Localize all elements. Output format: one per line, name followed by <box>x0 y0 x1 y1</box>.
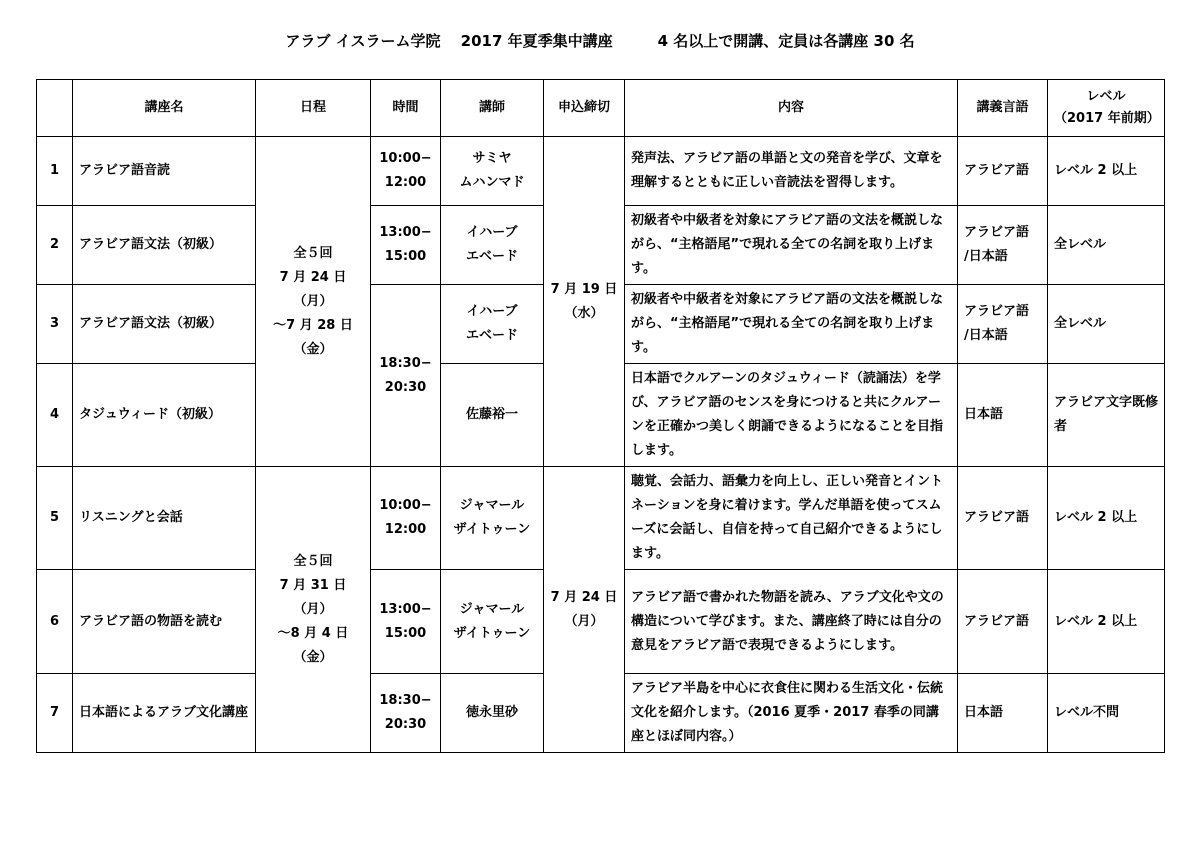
course-content: 初級者や中級者を対象にアラビア語の文法を概説しながら、“主格語尾”で現れる全ての名詞を取り上げます。 <box>625 206 958 285</box>
row-number: 4 <box>37 364 73 467</box>
course-name: リスニングと会話 <box>73 467 256 570</box>
row-number: 2 <box>37 206 73 285</box>
course-level: レベル 2 以上 <box>1048 137 1165 206</box>
table-row <box>37 137 1165 206</box>
header-course-name: 講座名 <box>73 80 256 137</box>
course-content: アラビア半島を中心に衣食住に関わる生活文化・伝統文化を紹介します。（2016 夏季・2017 春季の同講座とほぼ同内容。） <box>625 674 958 753</box>
course-level: レベル不問 <box>1048 674 1165 753</box>
row-number: 5 <box>37 467 73 570</box>
course-schedule-table <box>36 79 1165 753</box>
header-language: 講義言語 <box>958 80 1048 137</box>
course-name: アラビア語音読 <box>73 137 256 206</box>
header-schedule: 日程 <box>256 80 371 137</box>
course-content: アラビア語で書かれた物語を読み、アラブ文化や文の構造について学びます。また、講座終了時には自分の意見をアラビア語で表現できるようにします。 <box>625 570 958 674</box>
course-time: 18:30− 20:30 <box>371 285 441 467</box>
lecturer: イハーブ エベード <box>441 285 544 364</box>
lecture-language: アラビア語 /日本語 <box>958 206 1048 285</box>
header-deadline: 申込締切 <box>544 80 625 137</box>
lecturer: イハーブ エベード <box>441 206 544 285</box>
lecturer: 徳永里砂 <box>441 674 544 753</box>
course-time: 18:30− 20:30 <box>371 674 441 753</box>
course-name: 日本語によるアラブ文化講座 <box>73 674 256 753</box>
header-level: レベル （2017 年前期） <box>1048 80 1165 137</box>
course-time: 13:00− 15:00 <box>371 570 441 674</box>
course-time: 13:00− 15:00 <box>371 206 441 285</box>
schedule-dates: 全５回 7 月 31 日（月） ～8 月 4 日（金） <box>256 467 371 753</box>
lecturer: サミヤ ムハンマド <box>441 137 544 206</box>
course-name: アラビア語の物語を読む <box>73 570 256 674</box>
lecturer: ジャマール ザイトゥーン <box>441 570 544 674</box>
course-name: アラビア語文法（初級） <box>73 206 256 285</box>
course-time: 10:00− 12:00 <box>371 467 441 570</box>
course-level: アラビア文字既修者 <box>1048 364 1165 467</box>
lecture-language: アラビア語 <box>958 137 1048 206</box>
table-header-row <box>37 80 1165 137</box>
course-time: 10:00− 12:00 <box>371 137 441 206</box>
schedule-dates: 全５回 7 月 24 日（月） ～7 月 28 日 （金） <box>256 137 371 467</box>
header-number <box>37 80 73 137</box>
course-level: 全レベル <box>1048 206 1165 285</box>
course-level: 全レベル <box>1048 285 1165 364</box>
application-deadline: 7 月 24 日 （月） <box>544 467 625 753</box>
course-level: レベル 2 以上 <box>1048 467 1165 570</box>
application-deadline: 7 月 19 日 （水） <box>544 137 625 467</box>
header-time: 時間 <box>371 80 441 137</box>
lecture-language: アラビア語 <box>958 570 1048 674</box>
row-number: 7 <box>37 674 73 753</box>
course-name: タジュウィード（初級） <box>73 364 256 467</box>
table-row <box>37 467 1165 570</box>
row-number: 1 <box>37 137 73 206</box>
lecture-language: アラビア語 /日本語 <box>958 285 1048 364</box>
course-level: レベル 2 以上 <box>1048 570 1165 674</box>
header-lecturer: 講師 <box>441 80 544 137</box>
lecturer: 佐藤裕一 <box>441 364 544 467</box>
page-title: アラブ イスラーム学院 2017 年夏季集中講座 4 名以上で開講、定員は各講座 30 名 <box>285 32 915 50</box>
lecturer: ジャマール ザイトゥーン <box>441 467 544 570</box>
lecture-language: 日本語 <box>958 674 1048 753</box>
header-content: 内容 <box>625 80 958 137</box>
course-content: 発声法、アラビア語の単語と文の発音を学び、文章を理解するとともに正しい音読法を習得します。 <box>625 137 958 206</box>
row-number: 3 <box>37 285 73 364</box>
row-number: 6 <box>37 570 73 674</box>
lecture-language: 日本語 <box>958 364 1048 467</box>
lecture-language: アラビア語 <box>958 467 1048 570</box>
course-name: アラビア語文法（初級） <box>73 285 256 364</box>
course-content: 初級者や中級者を対象にアラビア語の文法を概説しながら、“主格語尾”で現れる全ての名詞を取り上げます。 <box>625 285 958 364</box>
course-content: 日本語でクルアーンのタジュウィード（読誦法）を学び、アラビア語のセンスを身につけると共にクルアーンを正確かつ美しく朗誦できるようになることを目指します。 <box>625 364 958 467</box>
course-content: 聴覚、会話力、語彙力を向上し、正しい発音とイントネーションを身に着けます。学んだ単語を使ってスムーズに会話し、自信を持って自己紹介できるようにします。 <box>625 467 958 570</box>
